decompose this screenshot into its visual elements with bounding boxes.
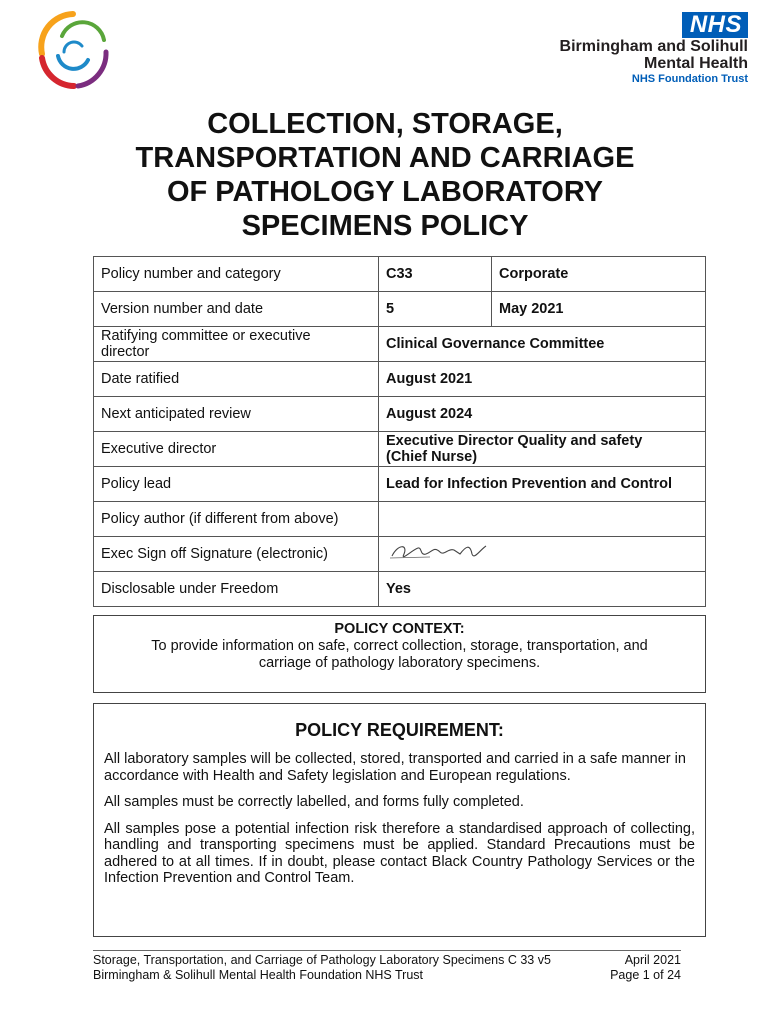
row-label: Policy lead: [94, 467, 379, 502]
table-row: [94, 537, 706, 572]
row-value: [379, 432, 706, 467]
footer-trust-name: Birmingham & Solihull Mental Health Foundation NHS Trust: [93, 968, 424, 982]
table-row: [94, 432, 706, 467]
org-name-line2: Mental Health: [643, 55, 748, 72]
row-value-line: Executive Director Quality and safety: [386, 433, 643, 449]
requirement-paragraph: All laboratory samples will be collected, stored, transported and carried in a safe manner in accordance with Health and Safety legislation and European regulations.: [104, 751, 686, 784]
page-number: Page 1 of 24: [610, 968, 681, 982]
table-row: [94, 257, 706, 292]
document-title: [85, 107, 685, 243]
context-heading: POLICY CONTEXT:: [334, 621, 465, 637]
title-line: SPECIMENS POLICY: [241, 210, 529, 242]
row-value-line: (Chief Nurse): [386, 449, 478, 465]
row-label: Next anticipated review: [94, 397, 379, 432]
title-line: COLLECTION, STORAGE,: [207, 108, 563, 140]
policy-context-box: [93, 615, 706, 693]
policy-details-table: [93, 256, 706, 607]
row-label: Disclosable under Freedom: [94, 572, 379, 607]
row-label-line: director: [101, 344, 150, 360]
row-value: [379, 502, 706, 537]
row-value: Clinical Governance Committee: [379, 327, 706, 362]
title-line: TRANSPORTATION AND CARRIAGE: [135, 142, 635, 174]
row-label-line: Ratifying committee or executive: [101, 328, 311, 344]
handwritten-signature: [386, 540, 496, 564]
footer-document-ref: Storage, Transportation, and Carriage of Pathology Laboratory Specimens C 33 v5: [93, 953, 551, 967]
row-value: August 2024: [379, 397, 706, 432]
context-text: To provide information on safe, correct collection, storage, transportation, and carriage of pathology laboratory specimens.: [151, 638, 648, 671]
title-line: OF PATHOLOGY LABORATORY: [166, 176, 604, 208]
trust-swirl-logo: [34, 8, 112, 92]
footer-left: [93, 953, 551, 983]
requirement-paragraph: All samples pose a potential infection risk therefore a standardised approach of collecting, handling and transporting specimens must be applied. Standard Precautions must be adhered to at all times. If in doubt, please contact Black Country Pathology Services or the Infection Prevention and Control Team.: [104, 820, 695, 886]
row-label: [94, 327, 379, 362]
footer-right: [610, 953, 681, 983]
nhs-header: [560, 12, 748, 86]
row-label: Exec Sign off Signature (electronic): [94, 537, 379, 572]
row-label: Date ratified: [94, 362, 379, 397]
table-row: [94, 467, 706, 502]
table-row: [94, 572, 706, 607]
table-row: [94, 327, 706, 362]
row-label: Version number and date: [94, 292, 379, 327]
row-value: Yes: [379, 572, 706, 607]
policy-requirement-box: [93, 703, 706, 937]
table-row: [94, 397, 706, 432]
table-row: [94, 502, 706, 537]
org-name-line1: Birmingham and Solihull: [559, 38, 748, 55]
requirement-heading: POLICY REQUIREMENT:: [295, 720, 504, 740]
table-row: [94, 362, 706, 397]
row-value-secondary: May 2021: [492, 292, 706, 327]
footer-date: April 2021: [624, 953, 681, 967]
requirement-paragraph: All samples must be correctly labelled, and forms fully completed.: [104, 794, 524, 810]
row-value: 5: [379, 292, 492, 327]
row-value: August 2021: [379, 362, 706, 397]
table-row: [94, 292, 706, 327]
signature-cell: [379, 537, 706, 572]
row-value: C33: [379, 257, 492, 292]
row-label: Executive director: [94, 432, 379, 467]
row-value-secondary: Corporate: [492, 257, 706, 292]
nhs-logo-badge: NHS: [682, 12, 748, 38]
org-subtitle: NHS Foundation Trust: [631, 73, 748, 85]
row-label: Policy author (if different from above): [94, 502, 379, 537]
footer-divider: [93, 950, 681, 951]
row-value: Lead for Infection Prevention and Control: [379, 467, 706, 502]
row-label: Policy number and category: [94, 257, 379, 292]
